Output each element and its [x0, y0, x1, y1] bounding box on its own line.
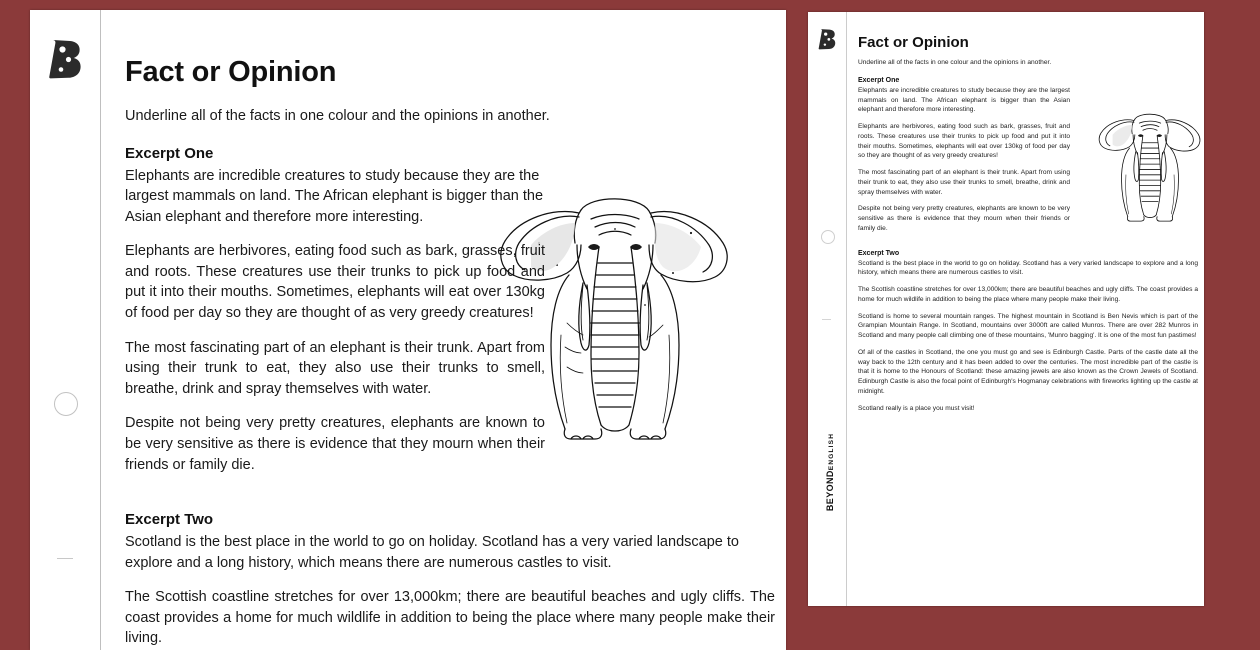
paragraph: Elephants are incredible creatures to study because they are the largest mammals on land. The African elephant is bigger than the Asian elephant and therefore more interesting. — [858, 86, 1070, 114]
worksheet-page-preview-large[interactable] — [30, 10, 786, 650]
paragraph: Elephants are incredible creatures to study because they are the largest mammals on land. The African elephant is bigger than the Asian elephant and therefore more interesting. — [125, 167, 544, 225]
worksheet-page-thumbnail[interactable] — [808, 12, 1204, 606]
brand-mark-secondary: ENGLISH — [828, 432, 835, 471]
binder-fold-mark — [822, 319, 831, 320]
paragraph: Elephants are herbivores, eating food such as bark, grasses, fruit and roots. These creatures use their trunks to pick up food and put it into their mouths. Sometimes, elephants will eat over 130kg of food per day so they are thought of as very greedy creatures! — [125, 243, 545, 322]
brand-mark-vertical — [825, 426, 835, 518]
instruction-text: Underline all of the facts in one colour and the opinions in another. — [858, 59, 1052, 66]
paragraph: The Scottish coastline stretches for over 13,000km; there are beautiful beaches and ugly cliffs. The coast provides a home for much wildlife in addition to being the place where many people make their living. — [125, 589, 775, 647]
page-title: Fact or Opinion — [858, 34, 969, 51]
paragraph: Despite not being very pretty creatures, elephants are known to be very sensitive as there is evidence that they mourn when their friends or family die. — [858, 205, 1070, 232]
paragraph: Scotland is the best place in the world to go on holiday. Scotland has a very varied landscape to explore and a long history, which means there are numerous castles to visit. — [125, 534, 739, 571]
paragraph: Of all of the castles in Scotland, the one you must go and see is Edinburgh Castle. Parts of the castle date all the way back to the 12th century and it has been added to over the centuries. The most incredible part of the castle is that it is home to the Honours of Scotland: these amazing jewels are also known as the Crown Jewels of Scotland. Edinburgh Castle is also the focal point of Edinburgh's Hogmanay celebrations with fireworks lighting up the castle at midnight. — [858, 348, 1198, 395]
beyond-b-logo-icon — [818, 28, 836, 51]
paragraph: The most fascinating part of an elephant is their trunk. Apart from using their trunk to eat, they also use their trunks to smell, breathe, drink and spray themselves with water. — [125, 339, 545, 397]
paragraph: Despite not being very pretty creatures, elephants are known to be very sensitive as there is evidence that they mourn when their friends or family die. — [125, 415, 545, 473]
section-excerpt-two — [858, 249, 1198, 414]
paragraph: Scotland is home to several mountain ranges. The highest mountain in Scotland is Ben Nevis which is part of the Grampian Mountain Range. In Scotland, mountains over 3000ft are called Munros. There are over 282 Munros in Scotland and many people call climbing one of these mountains, 'Munro bagging'. It is one of the most fun pastimes! — [858, 312, 1198, 340]
section-heading-excerpt-one: Excerpt One — [125, 144, 214, 162]
page-content-large — [125, 10, 774, 650]
binder-fold-mark — [57, 558, 73, 559]
paragraph: Scotland is the best place in the world to go on holiday. Scotland has a very varied landscape to explore and a long history, which means there are numerous castles to visit. — [858, 259, 1198, 277]
page-title: Fact or Opinion — [125, 56, 337, 88]
brand-mark-primary: BEYOND — [825, 470, 835, 512]
page-left-rail — [30, 10, 101, 650]
section-heading-excerpt-two: Excerpt Two — [125, 511, 214, 529]
paragraph: Elephants are herbivores, eating food such as bark, grasses, fruit and roots. These creatures use their trunks to pick up food and put it into their mouths. Sometimes, elephants will eat over 130kg of food per day so they are thought of as very greedy creatures! — [858, 123, 1070, 160]
paragraph: Scotland really is a place you must visit! — [858, 404, 975, 412]
binder-punch-hole — [54, 392, 78, 416]
page-content-thumbnail — [858, 12, 1198, 606]
instruction-text: Underline all of the facts in one colour and the opinions in another. — [125, 108, 550, 124]
beyond-b-logo-icon — [48, 38, 82, 80]
section-heading-excerpt-one: Excerpt One — [858, 76, 900, 84]
section-excerpt-two — [125, 511, 774, 649]
paragraph: The Scottish coastline stretches for over 13,000km; there are beautiful beaches and ugly cliffs. The coast provides a home for much wildlife in addition to being the place where many people make their living. — [858, 286, 1198, 303]
binder-punch-hole — [821, 230, 835, 244]
section-heading-excerpt-two: Excerpt Two — [858, 249, 900, 257]
paragraph: The most fascinating part of an elephant is their trunk. Apart from using their trunk to eat, they also use their trunks to smell, breathe, drink and spray themselves with water. — [858, 169, 1070, 196]
